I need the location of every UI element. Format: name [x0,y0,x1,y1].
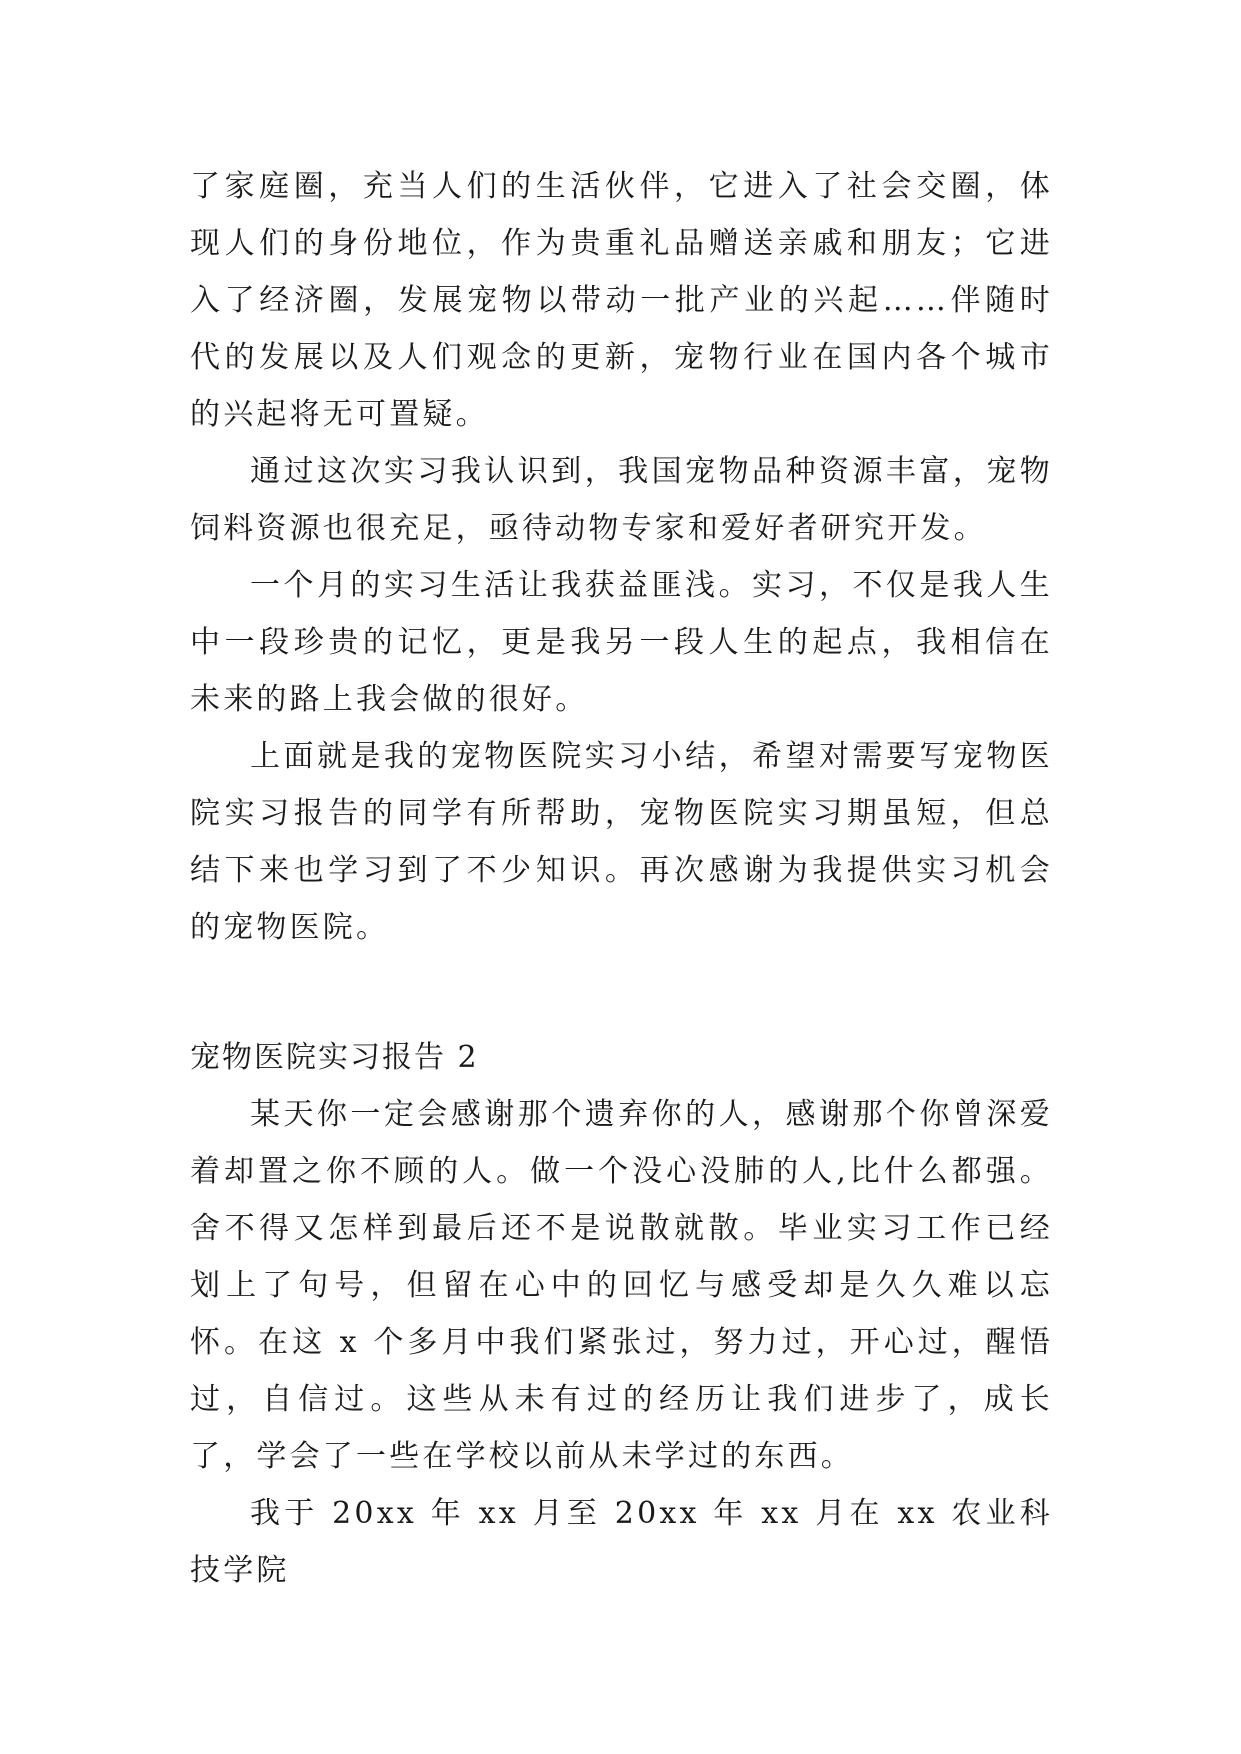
report-section-2 [190,1086,1053,1599]
paragraph-reflection: 某天你一定会感谢那个遗弃你的人，感谢那个你曾深爱着却置之你不顾的人。做一个没心没肺的人,比什么都强。舍不得又怎样到最后还不是说散就散。毕业实习工作已经划上了句号，但留在心中的回忆与感受却是久久难以忘怀。在这 x 个多月中我们紧张过，努力过，开心过，醒悟过，自信过。这些从未有过的经历让我们进步了，成长了，学会了一些在学校以前从未学过的东西。 [190,1097,1053,1474]
section-heading: 宠物医院实习报告 2 [190,1040,479,1075]
paragraph-summary: 上面就是我的宠物医院实习小结，希望对需要写宠物医院实习报告的同学有所帮助，宠物医院实习期虽短，但总结下来也学习到了不少知识。再次感谢为我提供实习机会的宠物医院。 [190,739,1053,945]
report-section-1 [190,158,1053,956]
paragraph-resources: 通过这次实习我认识到，我国宠物品种资源丰富，宠物饲料资源也很充足，亟待动物专家和爱好者研究开发。 [190,454,1053,546]
paragraph-internship-gain: 一个月的实习生活让我获益匪浅。实习，不仅是我人生中一段珍贵的记忆，更是我另一段人生的起点，我相信在未来的路上我会做的很好。 [190,568,1053,717]
paragraph-internship-dates: 我于 20xx 年 xx 月至 20xx 年 xx 月在 xx 农业科技学院 [190,1496,1053,1588]
paragraph-continuation: 了家庭圈，充当人们的生活伙伴，它进入了社会交圈，体现人们的身份地位，作为贵重礼品赠送亲戚和朋友；它进入了经济圈，发展宠物以带动一批产业的兴起……伴随时代的发展以及人们观念的更新，宠物行业在国内各个城市的兴起将无可置疑。 [190,169,1053,432]
